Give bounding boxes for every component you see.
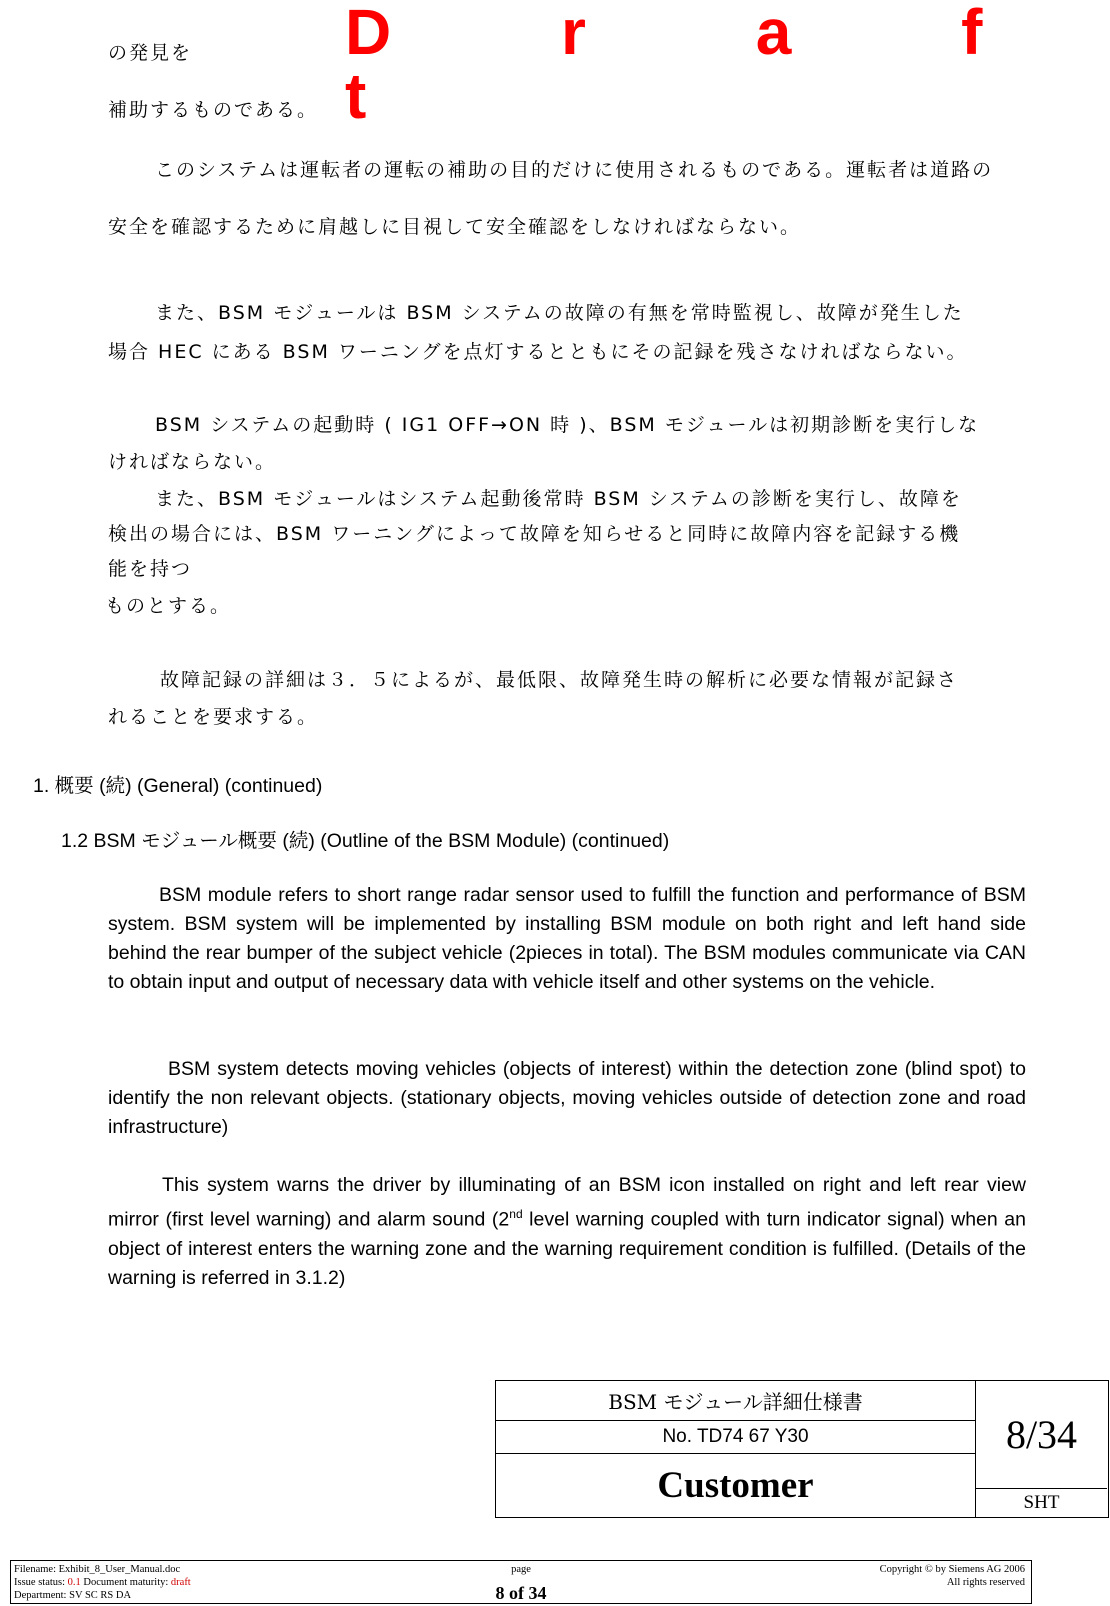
en-p3-text-b: level warning coupled with turn indicator signal) when an object of interest enters the warning zone and the warning requirement condition is fulfilled. (Details of the warning is referred in 3.1.2) (108, 1208, 1026, 1289)
en-p3-superscript: nd (509, 1207, 523, 1221)
jp-p4-line4: ものとする。 (105, 595, 232, 617)
subsection-heading: 1.2 BSM モジュール概要 (続) (Outline of the BSM Module) (continued) (61, 830, 670, 852)
sheet-label: SHT (1023, 1492, 1060, 1513)
footer-department: Department: SV SC RS DA (14, 1590, 132, 1601)
jp-p5-line1: 故障記録の詳細は３．５によるが、最低限、故障発生時の解析に必要な情報が記録さ (160, 669, 959, 691)
document-title: BSM モジュール詳細仕様書 (496, 1381, 976, 1421)
jp-p3-line1: BSM システムの起動時 ( IG1 OFF→ON 時 )、BSM モジュールは初期診断を実行しな (155, 414, 980, 436)
jp-p3-line2: ければならない。 (108, 451, 277, 473)
jp-p4-line1: また、BSM モジュールはシステム起動後常時 BSM システムの診断を実行し、故障を (155, 488, 962, 510)
jp-p0-line2: 補助するものである。 (108, 99, 319, 121)
en-p3-text-a: This system warns the driver by illuminating of an BSM icon installed on right and left rear view mirror (first level warning) and alarm sound (2 (108, 1174, 1026, 1231)
jp-p2-line2: 場合 HEC にある BSM ワーニングを点灯するとともにその記録を残さなければならない。 (108, 341, 968, 363)
issue-status-prefix: Issue status: (14, 1577, 68, 1588)
footer-page-number: 8 of 34 (495, 1583, 547, 1603)
jp-p0-line1: の発見を (108, 42, 193, 64)
sheet-number: 8/34 (976, 1381, 1107, 1489)
jp-p1-line2: 安全を確認するために肩越しに目視して安全確認をしなければならない。 (108, 216, 802, 238)
footer-rights: All rights reserved (946, 1577, 1025, 1588)
maturity-value: draft (170, 1577, 191, 1588)
issue-status-value: 0.1 (67, 1577, 81, 1588)
jp-p4-line2: 検出の場合には、BSM ワーニングによって故障を知らせると同時に故障内容を記録する機 (108, 523, 961, 545)
jp-p5-line2: れることを要求する。 (108, 706, 319, 728)
footer-filename: Filename: Exhibit_8_User_Manual.doc (14, 1564, 181, 1575)
en-paragraph-3 (108, 1171, 1026, 1293)
footer-page-label: page (511, 1564, 531, 1575)
section-heading: 1. 概要 (続) (General) (continued) (33, 775, 323, 797)
en-paragraph-2: BSM system detects moving vehicles (objects of interest) within the detection zone (blind spot) to identify the non relevant objects. (stationary objects, moving vehicles outside of detection zone and road infrastructure) (108, 1058, 1026, 1138)
jp-p2-line1: また、BSM モジュールは BSM システムの故障の有無を常時監視し、故障が発生した (155, 302, 964, 324)
title-block (495, 1380, 1109, 1518)
page-footer (10, 1560, 1032, 1604)
customer-label: Customer (496, 1454, 976, 1517)
en-paragraph-1: BSM module refers to short range radar sensor used to fulfill the function and performance of BSM system. BSM system will be implemented by installing BSM module on both right and left hand side behind the rear bumper of the subject vehicle (2pieces in total). The BSM modules communicate via CAN to obtain input and output of necessary data with vehicle itself and other systems on the vehicle. (108, 884, 1026, 993)
jp-p1-line1: このシステムは運転者の運転の補助の目的だけに使用されるものである。運転者は道路の (155, 159, 994, 181)
jp-p4-line3: 能を持つ (108, 558, 193, 580)
footer-copyright: Copyright © by Siemens AG 2006 (879, 1564, 1025, 1575)
draft-watermark: D r a f t (345, 0, 1059, 132)
maturity-prefix: Document maturity: (80, 1577, 171, 1588)
document-number: No. TD74 67 Y30 (496, 1421, 976, 1454)
